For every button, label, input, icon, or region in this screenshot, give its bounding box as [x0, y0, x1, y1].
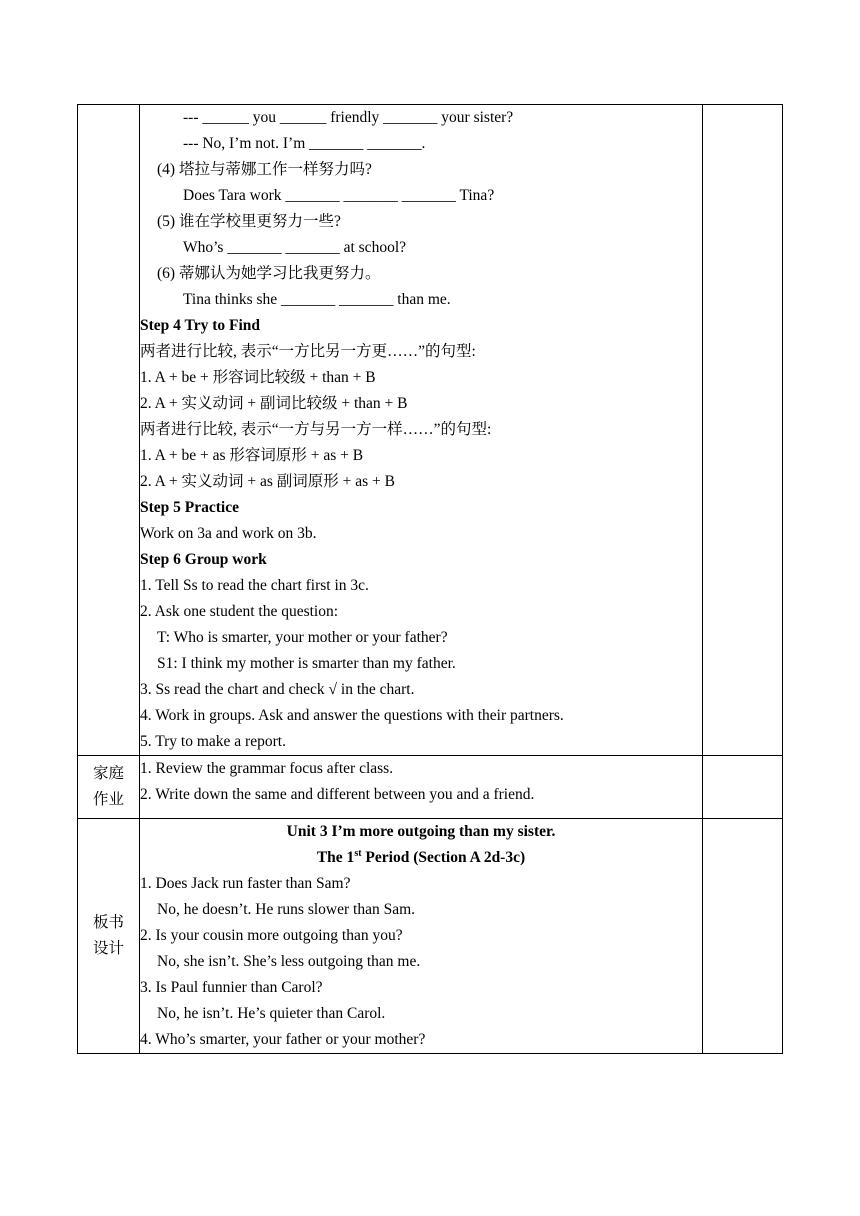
procedure-line-6: Who’s _______ _______ at school? [183, 239, 407, 256]
homework-row [78, 756, 783, 819]
blackboard-label-cell [78, 819, 140, 1054]
lesson-plan-table [77, 104, 783, 1054]
blackboard-line-7: 4. Who’s smarter, your father or your mother? [140, 1031, 426, 1048]
procedure-notes-cell [703, 105, 783, 756]
procedure-line-21: T: Who is smarter, your mother or your father? [157, 629, 448, 646]
blackboard-subtitle [140, 845, 702, 871]
procedure-line-8: Tina thinks she _______ _______ than me. [183, 291, 451, 308]
procedure-line-2: --- No, I’m not. I’m _______ _______. [183, 135, 426, 152]
blackboard-line-3: 2. Is your cousin more outgoing than you? [140, 927, 403, 944]
procedure-line-1: --- ______ you ______ friendly _______ your sister? [183, 109, 514, 126]
blackboard-label-line2: 设计 [92, 940, 124, 957]
procedure-line-3: (4) 塔拉与蒂娜工作一样努力吗? [157, 161, 372, 178]
procedure-label-cell [78, 105, 140, 756]
procedure-line-13: 两者进行比较, 表示“一方与另一方一样……”的句型: [140, 421, 492, 438]
homework-item-1: 1. Review the grammar focus after class. [140, 760, 394, 777]
blackboard-lines [140, 871, 702, 1053]
procedure-content-cell [140, 105, 703, 756]
procedure-line-24: 4. Work in groups. Ask and answer the questions with their partners. [140, 707, 564, 724]
procedure-line-10: 两者进行比较, 表示“一方比另一方更……”的句型: [140, 343, 476, 360]
procedure-line-17: Work on 3a and work on 3b. [140, 525, 317, 542]
homework-label-line2: 作业 [92, 791, 124, 808]
homework-label-line1: 家庭 [92, 765, 124, 782]
procedure-line-19: 1. Tell Ss to read the chart first in 3c. [140, 577, 369, 594]
blackboard-line-4: No, she isn’t. She’s less outgoing than me. [157, 953, 421, 970]
blackboard-notes-cell [703, 819, 783, 1054]
homework-item-2: 2. Write down the same and different between you and a friend. [140, 786, 535, 803]
procedure-line-7: (6) 蒂娜认为她学习比我更努力。 [157, 265, 381, 282]
procedure-line-9: Step 4 Try to Find [140, 317, 260, 334]
procedure-line-18: Step 6 Group work [140, 551, 267, 568]
blackboard-title: Unit 3 I’m more outgoing than my sister. [286, 823, 556, 840]
blackboard-line-2: No, he doesn’t. He runs slower than Sam. [157, 901, 416, 918]
procedure-row [78, 105, 783, 756]
procedure-line-25: 5. Try to make a report. [140, 733, 286, 750]
homework-notes-cell [703, 756, 783, 819]
blackboard-row [78, 819, 783, 1054]
procedure-line-23: 3. Ss read the chart and check √ in the chart. [140, 681, 415, 698]
procedure-lines [140, 105, 702, 755]
subtitle-post: Period (Section A 2d-3c) [361, 849, 526, 866]
blackboard-label-line1: 板书 [92, 914, 124, 931]
procedure-line-15: 2. A + 实义动词 + as 副词原形 + as + B [140, 473, 395, 490]
subtitle-sup: st [354, 847, 362, 859]
blackboard-line-6: No, he isn’t. He’s quieter than Carol. [157, 1005, 386, 1022]
procedure-line-4: Does Tara work _______ _______ _______ Tina? [183, 187, 495, 204]
homework-label-cell [78, 756, 140, 819]
homework-content-cell [140, 756, 703, 819]
procedure-line-20: 2. Ask one student the question: [140, 603, 339, 620]
procedure-line-22: S1: I think my mother is smarter than my father. [157, 655, 456, 672]
subtitle-pre: The 1 [316, 849, 355, 866]
procedure-line-11: 1. A + be + 形容词比较级 + than + B [140, 369, 376, 386]
procedure-line-5: (5) 谁在学校里更努力一些? [157, 213, 341, 230]
blackboard-content-cell [140, 819, 703, 1054]
procedure-line-12: 2. A + 实义动词 + 副词比较级 + than + B [140, 395, 408, 412]
blackboard-line-1: 1. Does Jack run faster than Sam? [140, 875, 351, 892]
procedure-line-16: Step 5 Practice [140, 499, 239, 516]
blackboard-line-5: 3. Is Paul funnier than Carol? [140, 979, 323, 996]
procedure-line-14: 1. A + be + as 形容词原形 + as + B [140, 447, 364, 464]
